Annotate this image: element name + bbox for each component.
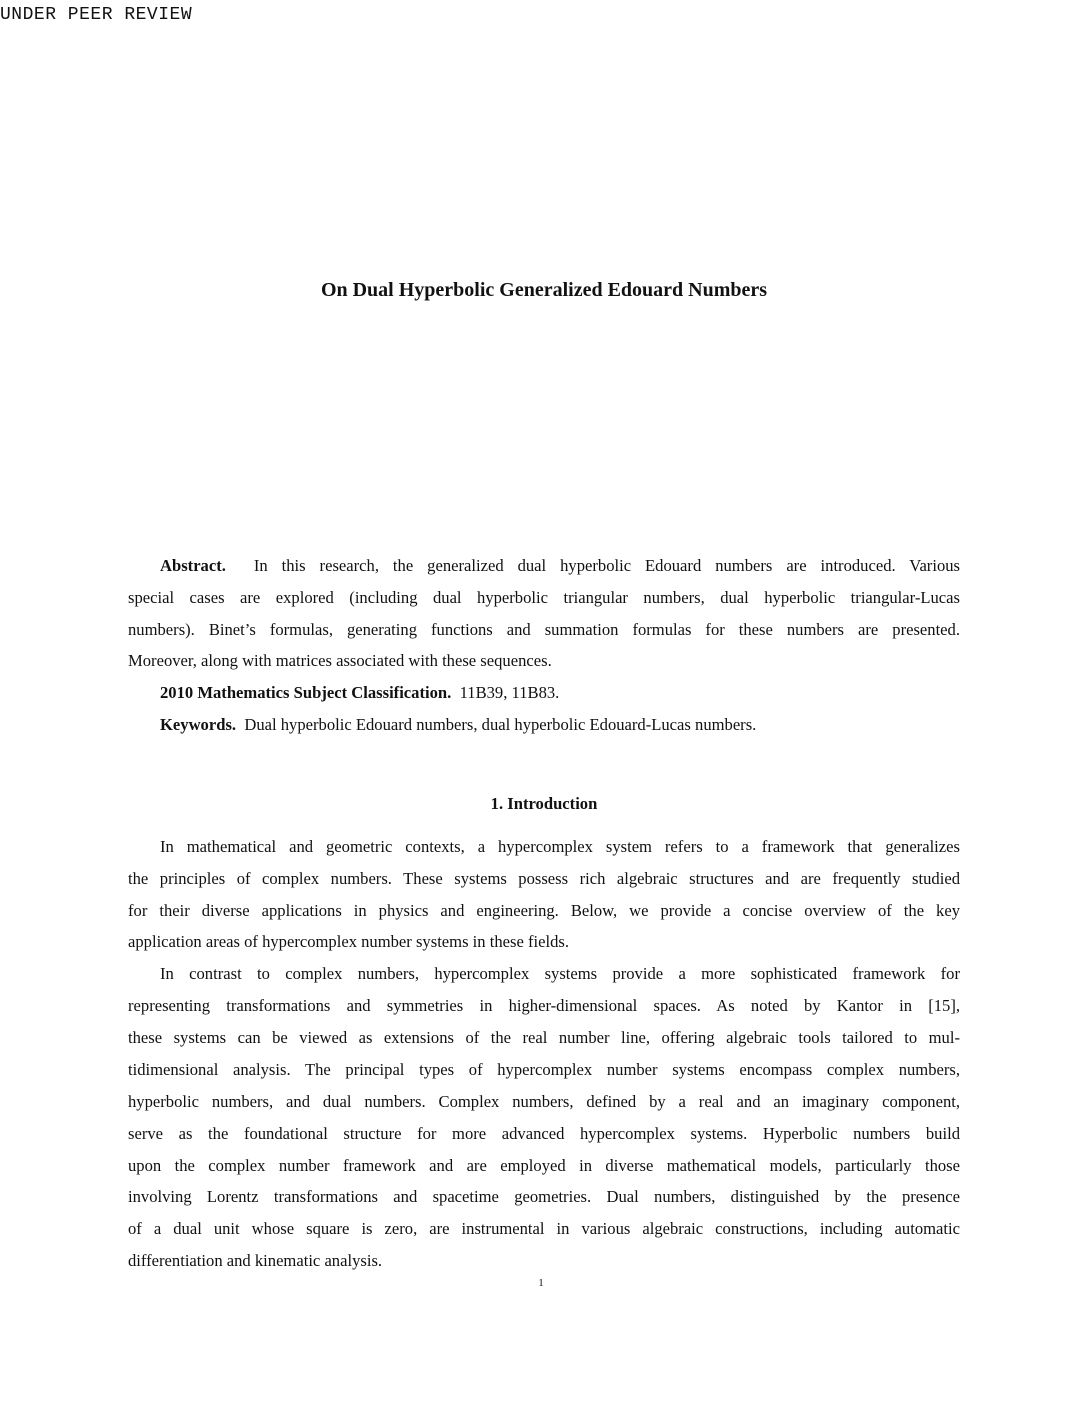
paragraph1-line: application areas of hypercomplex number systems in these fields. [128,932,569,951]
abstract-line-4: Moreover, along with matrices associated with these sequences. [128,651,552,670]
abstract-text: In this research, the generalized dual hyperbolic Edouard numbers are introduced. Various [253,556,960,575]
keywords-line [160,715,960,735]
msc-label: 2010 Mathematics Subject Classification. [160,683,452,702]
section-heading-introduction: 1. Introduction [490,794,598,813]
paragraph2-line: involving Lorentz transformations and spacetime geometries. Dual numbers, distinguished by the presence [128,1187,960,1206]
paper-title: On Dual Hyperbolic Generalized Edouard Numbers [320,279,768,301]
abstract-line-1 [160,556,960,576]
paragraph2-line: serve as the foundational structure for more advanced hypercomplex systems. Hyperbolic numbers build [128,1124,960,1143]
paragraph1-line: the principles of complex numbers. These systems possess rich algebraic structures and are frequently studied [128,869,960,888]
under-peer-review-watermark: UNDER PEER REVIEW [0,5,193,25]
paragraph2-line: these systems can be viewed as extensions of the real number line, offering algebraic tools tailored to mul- [128,1028,960,1047]
paragraph1-line: for their diverse applications in physics and engineering. Below, we provide a concise overview of the key [128,901,960,920]
paragraph1-line: In mathematical and geometric contexts, a hypercomplex system refers to a framework that generalizes [160,837,960,856]
paragraph2-line: differentiation and kinematic analysis. [128,1251,383,1270]
abstract-line-3: numbers). Binet’s formulas, generating functions and summation formulas for these numbers are presented. [128,620,960,639]
paragraph2-line: of a dual unit whose square is zero, are instrumental in various algebraic constructions, including automatic [128,1219,960,1238]
msc-value: 11B39, 11B83. [459,683,560,702]
abstract-line-2: special cases are explored (including dual hyperbolic triangular numbers, dual hyperbolic triangular-Lucas [128,588,960,607]
abstract-label: Abstract. [160,556,226,575]
keywords-label: Keywords. [160,715,237,734]
paragraph2-line: representing transformations and symmetries in higher-dimensional spaces. As noted by Kantor in [15], [128,996,960,1015]
paragraph2-line: tidimensional analysis. The principal types of hypercomplex number systems encompass complex numbers, [128,1060,960,1079]
page-number: 1 [538,1277,544,1289]
keywords-value: Dual hyperbolic Edouard numbers, dual hyperbolic Edouard-Lucas numbers. [244,715,757,734]
paragraph2-line: In contrast to complex numbers, hypercomplex systems provide a more sophisticated framework for [160,964,960,983]
msc-line [160,683,960,703]
paragraph2-line: hyperbolic numbers, and dual numbers. Complex numbers, defined by a real and an imaginary component, [128,1092,960,1111]
paragraph2-line: upon the complex number framework and are employed in diverse mathematical models, particularly those [128,1156,960,1175]
